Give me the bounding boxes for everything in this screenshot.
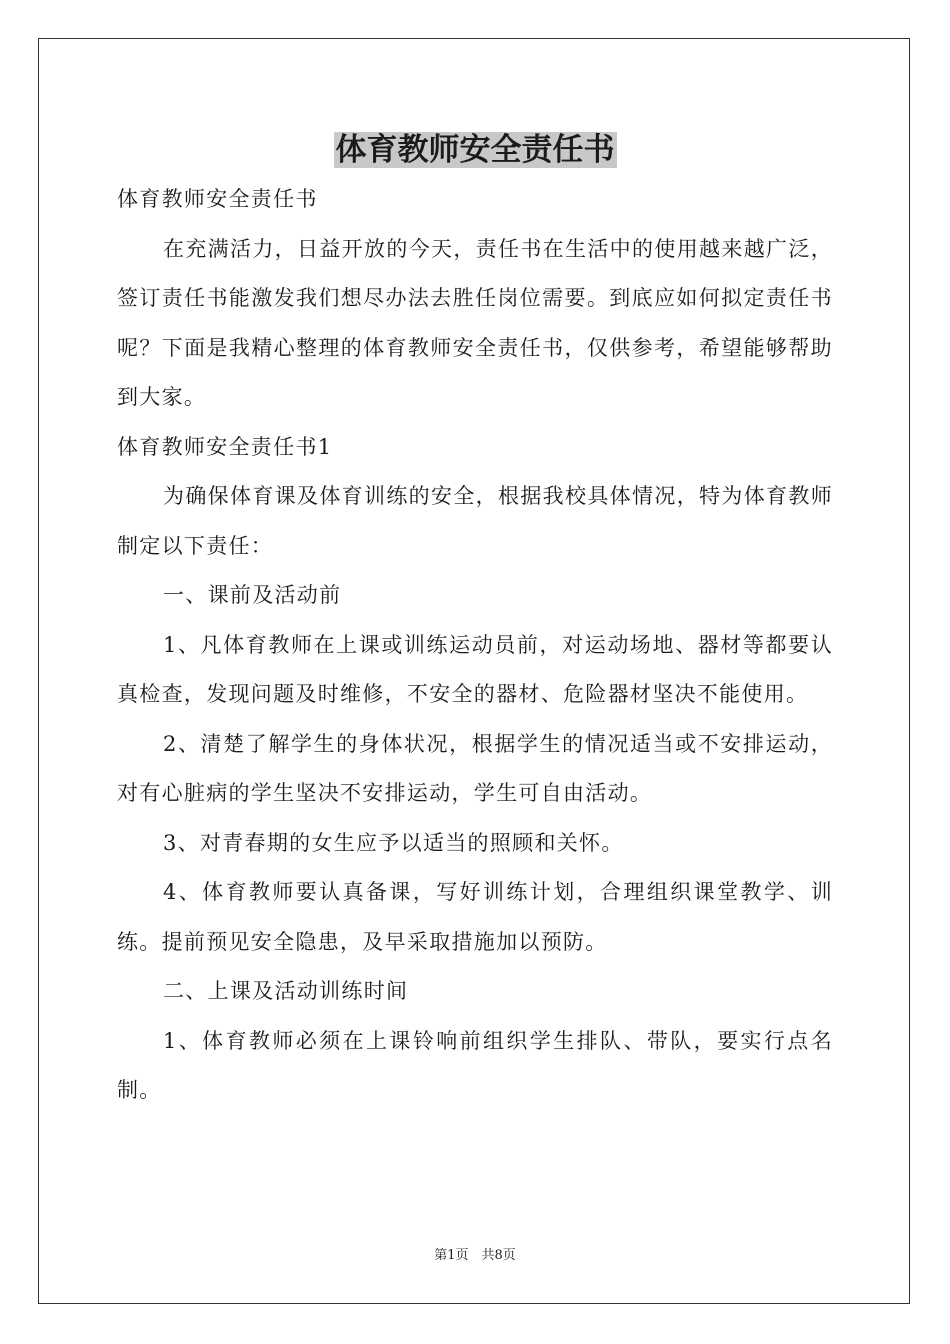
paragraph: 在充满活力，日益开放的今天，责任书在生活中的使用越来越广泛，签订责任书能激发我们想尽办法去胜任岗位需要。到底应如何拟定责任书呢？下面是我精心整理的体育教师安全责任书，仅供参考，希望能够帮助到大家。 <box>117 236 833 409</box>
document-body <box>117 175 833 1116</box>
document-title-text: 体育教师安全责任书 <box>335 132 615 168</box>
page-number: 第1页 共8页 <box>434 1248 516 1263</box>
paragraph: 为确保体育课及体育训练的安全，根据我校具体情况，特为体育教师制定以下责任： <box>117 484 833 558</box>
paragraph: 1、凡体育教师在上课或训练运动员前，对运动场地、器材等都要认真检查，发现问题及时维修，不安全的器材、危险器材坚决不能使用。 <box>117 632 833 706</box>
page-footer <box>0 1246 950 1266</box>
paragraph: 4、体育教师要认真备课，写好训练计划，合理组织课堂教学、训练。提前预见安全隐患，及早采取措施加以预防。 <box>117 880 833 954</box>
paragraph: 一、课前及活动前 <box>163 583 342 607</box>
document-title <box>0 125 950 175</box>
paragraph: 体育教师安全责任书 <box>117 187 318 211</box>
paragraph: 1、体育教师必须在上课铃响前组织学生排队、带队，要实行点名制。 <box>117 1028 833 1102</box>
paragraph: 2、清楚了解学生的身体状况，根据学生的情况适当或不安排运动，对有心脏病的学生坚决不安排运动，学生可自由活动。 <box>117 731 833 805</box>
paragraph: 3、对青春期的女生应予以适当的照顾和关怀。 <box>163 830 624 855</box>
paragraph: 二、上课及活动训练时间 <box>163 979 409 1003</box>
paragraph: 体育教师安全责任书1 <box>117 434 333 459</box>
